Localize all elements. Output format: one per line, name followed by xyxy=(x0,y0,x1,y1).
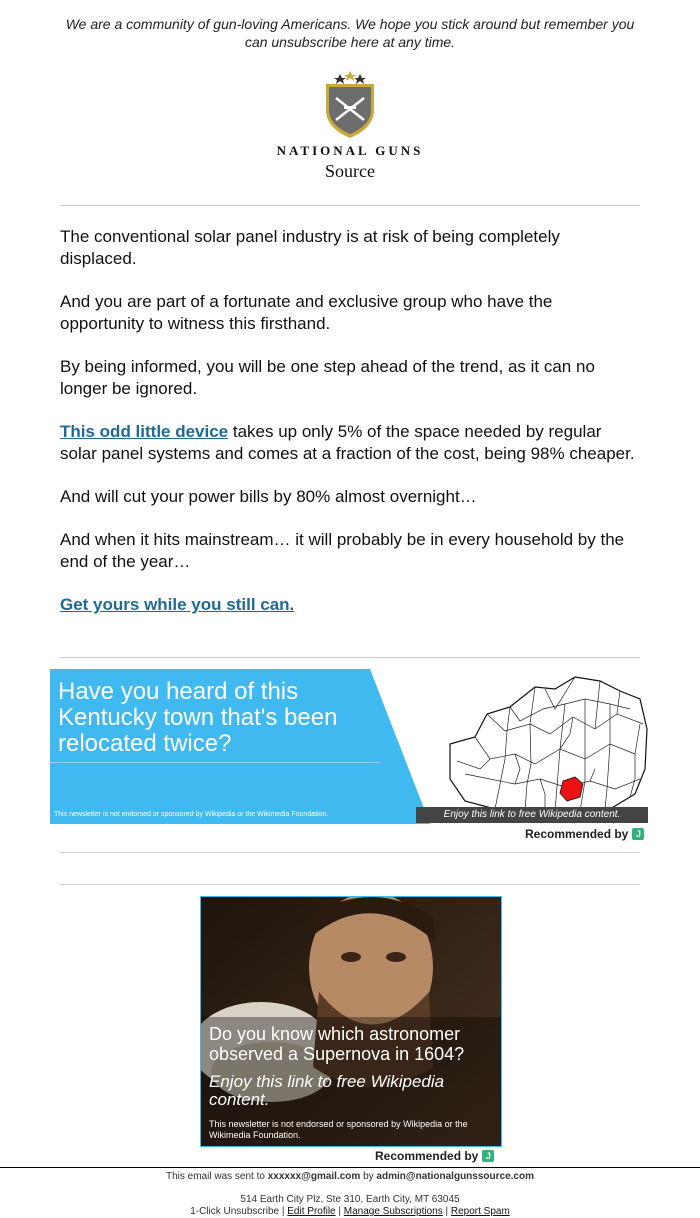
brand-name xyxy=(200,143,500,182)
ad-disclaimer: This newsletter is not endorsed or sponsored by Wikipedia or the Wikimedia Foundation. xyxy=(209,1119,468,1140)
footer-text: by xyxy=(360,1171,377,1182)
shield-logo-icon xyxy=(300,70,400,140)
separator: | xyxy=(442,1206,451,1217)
paragraph xyxy=(60,594,640,616)
footer-text: This email was sent to xyxy=(166,1171,268,1182)
footer-divider xyxy=(0,1167,700,1168)
device-link[interactable]: This odd little device xyxy=(60,422,229,441)
footer-sent xyxy=(0,1171,700,1182)
edit-profile-link[interactable]: Edit Profile xyxy=(287,1206,336,1217)
ad-caption[interactable]: Enjoy this link to free Wikipedia content. xyxy=(416,807,648,823)
divider xyxy=(60,852,640,853)
ad-divider xyxy=(50,762,380,763)
separator: | xyxy=(279,1206,288,1217)
paragraph: By being informed, you will be one step ahead of the trend, as it can no longer be ignored. xyxy=(60,357,595,398)
paragraph: The conventional solar panel industry is at risk of being completely displaced. xyxy=(60,227,560,268)
ad-title[interactable]: Do you know which astronomer observed a Supernova in 1604? xyxy=(209,1024,465,1064)
footer-address: 514 Earth City Plz, Ste 310, Earth City, MT 63045 xyxy=(240,1194,460,1205)
recommended-by[interactable] xyxy=(525,827,644,841)
paragraph xyxy=(60,421,640,465)
brand-top: NATIONAL GUNS xyxy=(276,143,424,158)
ad-card-astronomer[interactable] xyxy=(200,896,502,1147)
brand-bottom: Source xyxy=(325,161,375,181)
cta-link[interactable]: Get yours while you still can. xyxy=(60,595,295,614)
recommended-by[interactable] xyxy=(375,1149,494,1163)
jeeng-logo-icon: J xyxy=(632,828,644,840)
manage-subscriptions-link[interactable]: Manage Subscriptions xyxy=(343,1206,443,1217)
divider xyxy=(60,657,640,658)
divider xyxy=(60,884,640,885)
paragraph: And you are part of a fortunate and exclusive group who have the opportunity to witness this firsthand. xyxy=(60,292,553,333)
footer-links xyxy=(0,1206,700,1217)
paragraph: And when it hits mainstream… it will probably be in every household by the end of the year… xyxy=(60,530,625,571)
intro-text: We are a community of gun-loving Americans. We hope you stick around but remember you can unsubscribe here at any time. xyxy=(65,16,635,50)
jeeng-logo-icon: J xyxy=(482,1150,494,1162)
divider xyxy=(60,205,640,206)
recipient-email: xxxxxx@gmail.com xyxy=(267,1171,361,1182)
paragraph-text: takes up only 5% of the space needed by regular solar panel systems and comes at a fraction of the cost, being 98% cheaper. xyxy=(60,422,635,463)
article-body xyxy=(60,226,640,637)
unsubscribe-text[interactable]: 1-Click Unsubscribe xyxy=(190,1206,280,1217)
ad-title[interactable]: Have you heard of this Kentucky town that's been relocated twice? xyxy=(58,678,338,757)
recommended-label: Recommended by xyxy=(525,827,629,841)
paragraph: And will cut your power bills by 80% almost overnight… xyxy=(60,487,477,506)
separator: | xyxy=(335,1206,344,1217)
sender-email: admin@nationalgunssource.com xyxy=(376,1171,534,1182)
recommended-label: Recommended by xyxy=(375,1149,479,1163)
report-spam-link[interactable]: Report Spam xyxy=(450,1206,510,1217)
ad-banner-kentucky[interactable] xyxy=(50,669,650,824)
ad-disclaimer: This newsletter is not endorsed or sponsored by Wikipedia or the Wikimedia Foundation. xyxy=(54,811,329,818)
kentucky-map-image xyxy=(395,669,650,824)
ad-subtitle[interactable]: Enjoy this link to free Wikipedia content. xyxy=(209,1072,445,1109)
